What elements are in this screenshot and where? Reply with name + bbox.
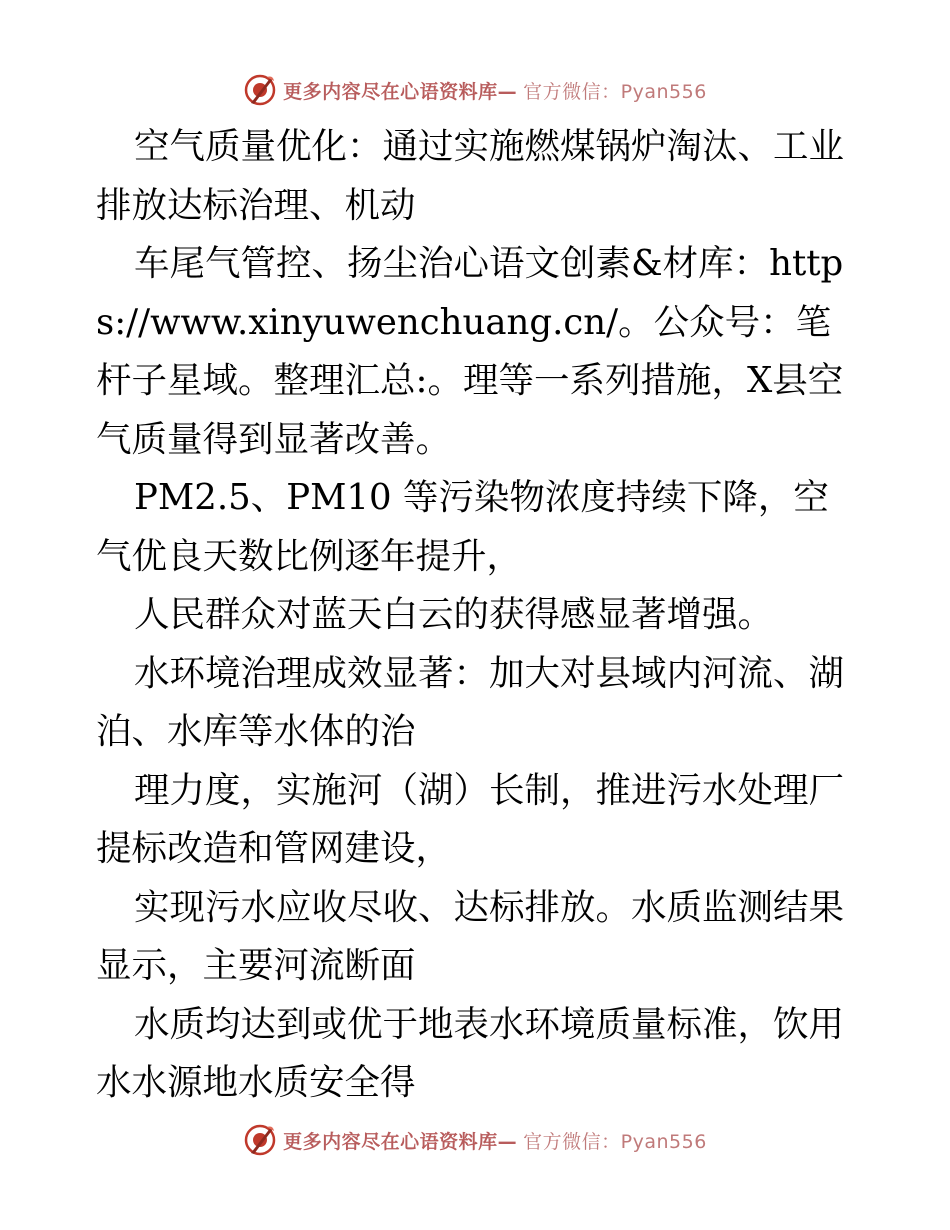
- quill-logo-icon: [243, 73, 277, 107]
- footer-banner-wechat: 官方微信：Pyan556: [523, 1130, 707, 1153]
- paragraph: 空气质量优化：通过实施燃煤锅炉淘汰、工业排放达标治理、机动: [96, 126, 845, 226]
- header-banner-text: 更多内容尽在心语资料库—: [283, 80, 518, 103]
- paragraph: 理力度，实施河（湖）长制，推进污水处理厂提标改造和管网建设，: [96, 769, 845, 869]
- paragraph: 实现污水应收尽收、达标排放。水质监测结果显示，主要河流断面: [96, 886, 845, 986]
- paragraph: 人民群众对蓝天白云的获得感显著增强。: [134, 594, 774, 635]
- paragraph: 车尾气管控、扬尘治心语文创素&材库：https://www.xinyuwenchuang.cn/。公众号：笔杆子星域。整理汇总:。理等一系列措施，X县空气质量得到显著改善。: [96, 243, 844, 460]
- header-banner: [0, 70, 950, 110]
- document-body: [96, 118, 856, 1113]
- paragraph: 水环境治理成效显著：加大对县域内河流、湖泊、水库等水体的治: [96, 652, 845, 752]
- header-banner-wechat: 官方微信：Pyan556: [523, 80, 707, 103]
- quill-logo-icon: [243, 1123, 277, 1157]
- paragraph: 水质均达到或优于地表水环境质量标准，饮用水水源地水质安全得: [96, 1003, 845, 1103]
- footer-banner: [0, 1120, 950, 1160]
- footer-banner-text: 更多内容尽在心语资料库—: [283, 1130, 518, 1153]
- paragraph: PM2.5、PM10 等污染物浓度持续下降，空气优良天数比例逐年提升，: [96, 477, 829, 577]
